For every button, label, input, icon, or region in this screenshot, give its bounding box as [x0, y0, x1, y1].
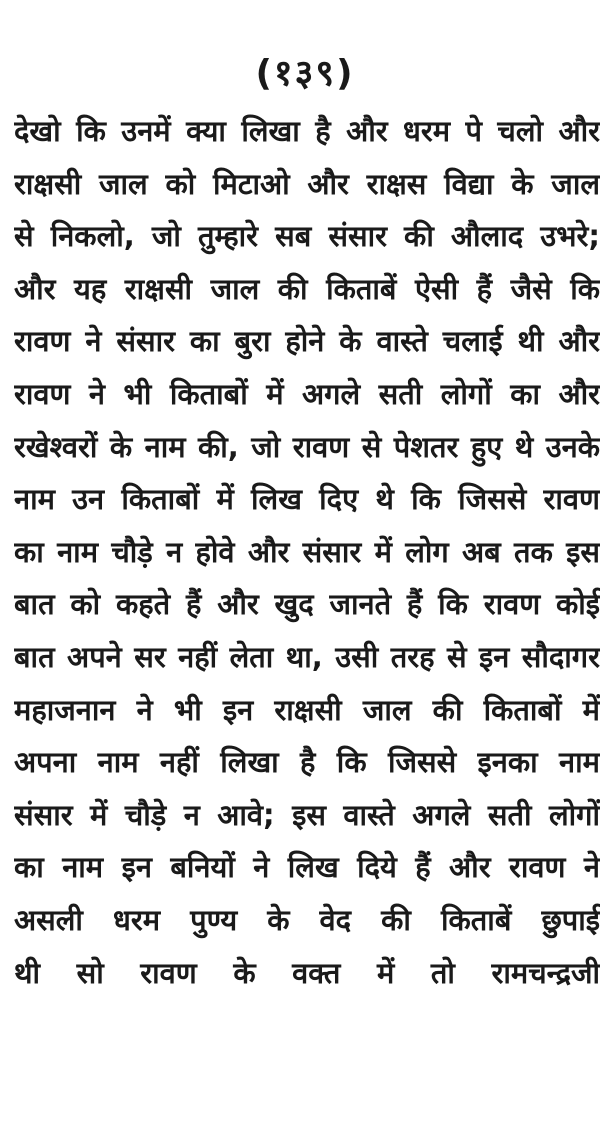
text-line: बात को कहते हैं और खुद जानते हैं कि रावण कोई	[14, 587, 600, 622]
text-line: और यह राक्षसी जाल की किताबें ऐसी हैं जैसे कि	[14, 271, 600, 306]
text-line: महाजनान ने भी इन राक्षसी जाल की किताबों में	[14, 692, 600, 727]
text-line: रावण ने संसार का बुरा होने के वास्ते चलाई थी और	[14, 324, 600, 359]
text-line: अपना नाम नहीं लिखा है कि जिससे इनका नाम	[14, 745, 600, 780]
text-line: बात अपने सर नहीं लेता था, उसी तरह से इन सौदागर	[14, 639, 600, 674]
text-line: का नाम इन बनियों ने लिख दिये हैं और रावण ने	[14, 850, 600, 885]
text-line: राक्षसी जाल को मिटाओ और राक्षस विद्या के जाल	[14, 166, 600, 201]
text-line: का नाम चौड़े न होवे और संसार में लोग अब तक इस	[14, 534, 600, 569]
text-line: रावण ने भी किताबों में अगले सती लोगों का और	[14, 376, 600, 411]
body-text	[14, 105, 600, 999]
text-line: नाम उन किताबों में लिख दिए थे कि जिससे रावण	[14, 482, 600, 517]
text-line: से निकलो, जो तुम्हारे सब संसार की औलाद उभरे;	[14, 219, 600, 254]
text-line: संसार में चौड़े न आवे; इस वास्ते अगले सती लोगों	[14, 797, 600, 832]
text-line: देखो कि उनमें क्या लिखा है और धरम पे चलो और	[14, 114, 600, 148]
text-line: थी सो रावण के वक्त में तो रामचन्द्रजी	[14, 955, 600, 990]
text-line: रखेश्वरों के नाम की, जो रावण से पेशतर हुए थे उनके	[14, 429, 600, 464]
page-number: (१३९)	[255, 53, 355, 94]
text-line: असली धरम पुण्य के वेद की किताबें छुपाई	[14, 902, 600, 937]
